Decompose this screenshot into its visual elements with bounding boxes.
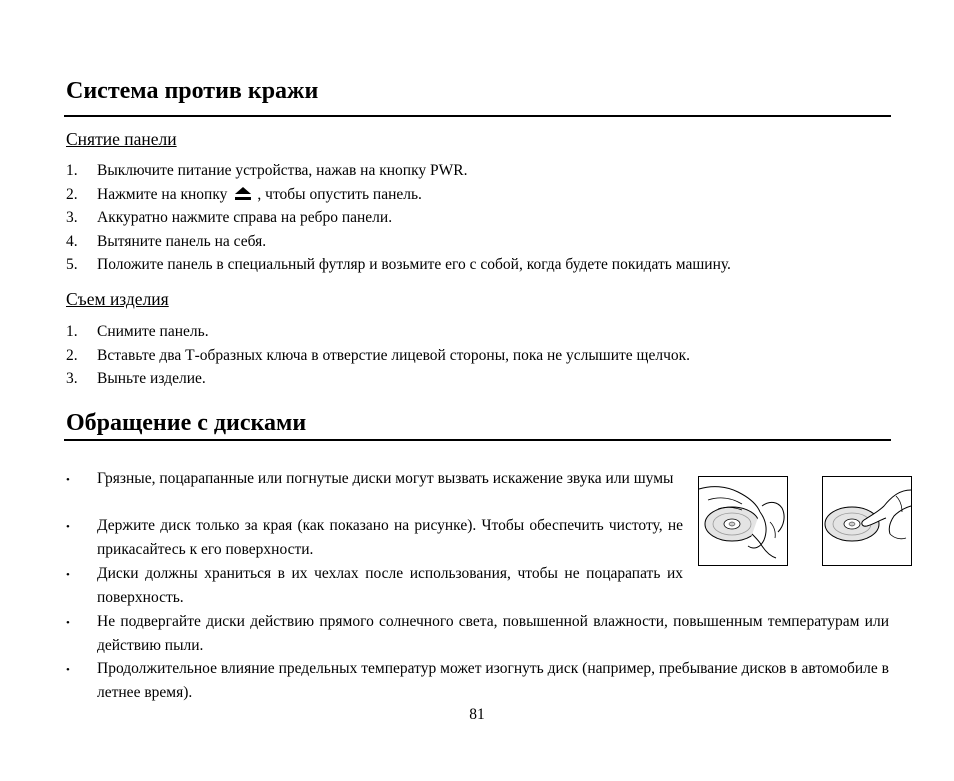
finger-touching-disc-illustration	[822, 476, 912, 566]
section-title-anti-theft: Система против кражи	[66, 78, 319, 104]
unit-removal-steps	[66, 320, 690, 391]
section-divider	[64, 115, 891, 117]
bullet-icon: •	[66, 474, 70, 486]
bullet-icon: •	[66, 569, 70, 581]
subsection-title-unit-removal: Съем изделия	[66, 289, 169, 309]
disc-held-by-edges-illustration	[698, 476, 788, 566]
eject-icon	[233, 186, 253, 201]
list-item: 2. Вставьте два Т-образных ключа в отверстие лицевой стороны, пока не услышите щелчок.	[66, 346, 691, 364]
list-item: 2. Нажмите на кнопку , чтобы опустить панель.	[66, 185, 422, 203]
list-item: • Держите диск только за края (как показано на рисунке). Чтобы обеспечить чистоту, не прикасайтесь к его поверхности.	[66, 514, 683, 561]
subsection-title-panel-removal: Снятие панели	[66, 129, 177, 149]
panel-removal-steps	[66, 159, 731, 277]
bullet-icon: •	[66, 664, 70, 676]
list-item: • Грязные, поцарапанные или погнутые диски могут вызвать искажение звука или шумы	[66, 467, 683, 491]
list-item: 4. Вытяните панель на себя.	[66, 232, 267, 250]
list-item: • Диски должны храниться в их чехлах после использования, чтобы не поцарапать их поверхность.	[66, 562, 683, 609]
list-item: 1. Снимите панель.	[66, 323, 209, 340]
section-divider	[64, 439, 891, 441]
bullet-icon: •	[66, 617, 70, 629]
bullet-icon: •	[66, 521, 70, 533]
list-item: 3. Выньте изделие.	[66, 370, 206, 387]
list-item: 1. Выключите питание устройства, нажав на кнопку PWR.	[66, 162, 468, 179]
list-item: 5. Положите панель в специальный футляр и возьмите его с собой, когда будете покидать машину.	[66, 256, 731, 273]
list-item: 3. Аккуратно нажмите справа на ребро панели.	[66, 209, 393, 226]
section-title-disc-handling: Обращение с дисками	[66, 410, 307, 436]
list-item: • Продолжительное влияние предельных температур может изогнуть диск (например, пребывание дисков в автомобиле в летнее время).	[66, 657, 889, 704]
page-number: 81	[469, 706, 485, 723]
list-item: • Не подвергайте диски действию прямого солнечного света, повышенной влажности, повышенным температурам или действию пыли.	[66, 610, 889, 657]
